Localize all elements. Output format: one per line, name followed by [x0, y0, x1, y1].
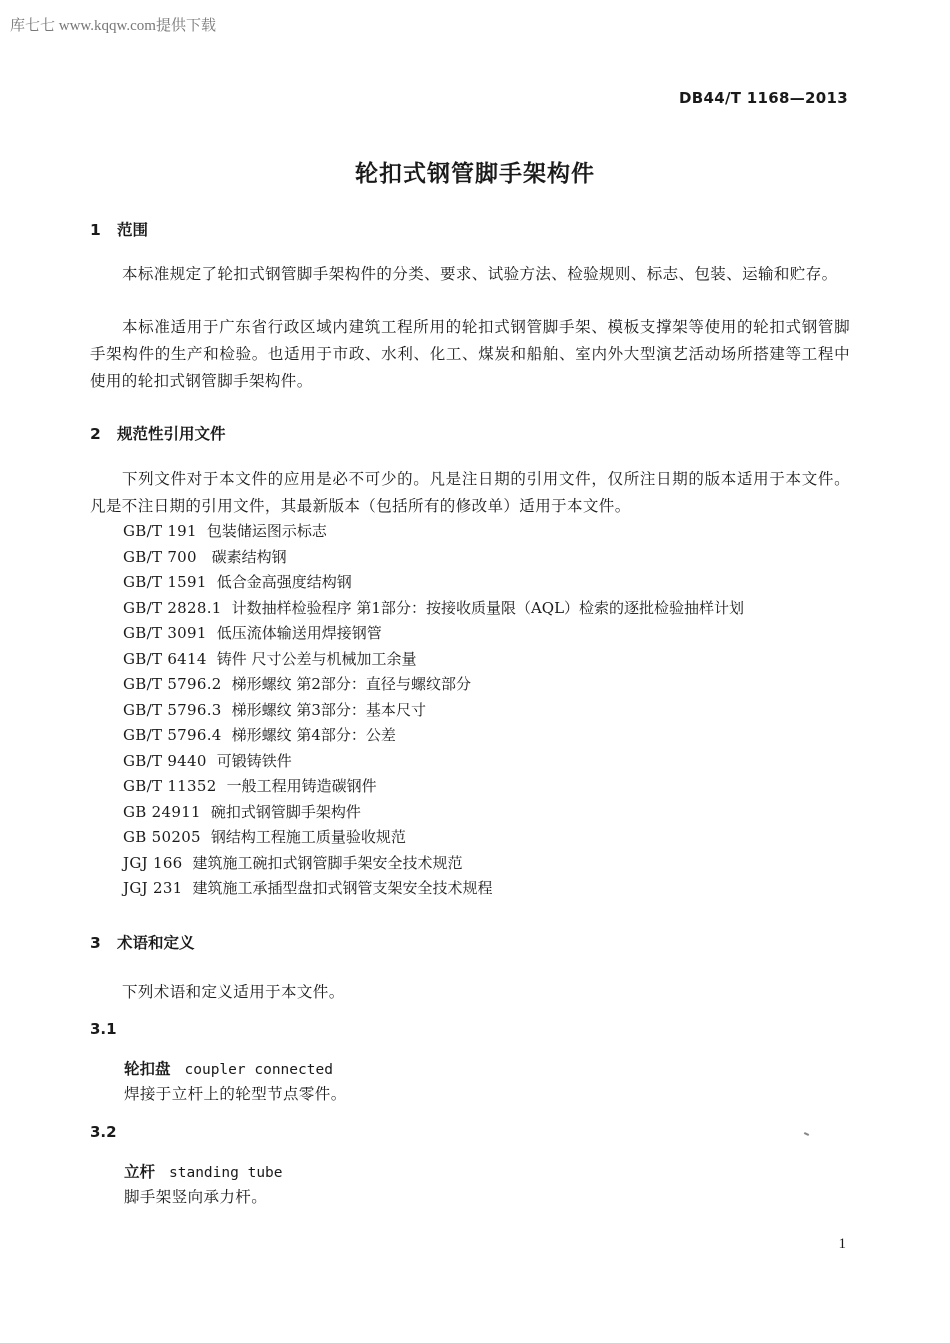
- reference-title: 低压流体输送用焊接钢管: [216, 624, 382, 642]
- reference-title: 低合金高强度结构钢: [216, 573, 352, 591]
- reference-item: [123, 570, 744, 596]
- reference-code: JGJ 166: [123, 853, 183, 872]
- reference-code: GB/T 6414: [123, 649, 207, 668]
- reference-code: GB/T 9440: [123, 751, 207, 770]
- reference-title: 梯形螺纹 第3部分：基本尺寸: [231, 700, 426, 719]
- term-definition: 焊接于立杆上的轮型节点零件。: [124, 1085, 347, 1103]
- reference-title: 计数抽样检验程序 第1部分：按接收质量限（AQL）检索的逐批检验抽样计划: [231, 598, 745, 617]
- reference-item: [123, 851, 744, 877]
- section-number: 1: [90, 221, 101, 239]
- scan-speck: [804, 1132, 809, 1136]
- section-number: 3: [90, 934, 101, 952]
- section-title: 术语和定义: [117, 934, 195, 952]
- term-heading: [124, 1160, 283, 1182]
- reference-title: 梯形螺纹 第4部分：公差: [231, 726, 396, 744]
- reference-code: GB/T 5796.2: [123, 675, 222, 693]
- section-3-heading: [90, 931, 195, 953]
- reference-item: [123, 825, 744, 851]
- reference-code: GB/T 3091: [123, 624, 207, 642]
- reference-item: [123, 672, 744, 698]
- reference-item: [123, 621, 744, 647]
- reference-item: [123, 698, 744, 724]
- section-2-heading: [90, 422, 226, 444]
- term-chinese: 立杆: [124, 1163, 156, 1181]
- reference-code: GB/T 700: [123, 547, 197, 566]
- reference-item: [123, 876, 744, 902]
- reference-item: [123, 749, 744, 775]
- reference-item: [123, 545, 744, 571]
- reference-code: GB/T 1591: [123, 573, 207, 591]
- term-number: 3.1: [90, 1020, 117, 1038]
- reference-code: GB 24911: [123, 802, 201, 821]
- reference-title: 一般工程用铸造碳钢件: [226, 777, 377, 795]
- reference-item: [123, 647, 744, 673]
- reference-item: [123, 596, 744, 622]
- reference-list: [123, 519, 744, 902]
- reference-title: 包装储运图示标志: [206, 522, 327, 540]
- watermark: 库七七 www.kqqw.com提供下载: [10, 18, 216, 34]
- section-title: 规范性引用文件: [117, 425, 226, 443]
- page-number: 1: [838, 1236, 846, 1252]
- reference-title: 铸件 尺寸公差与机械加工余量: [216, 649, 417, 668]
- reference-title: 建筑施工碗扣式钢管脚手架安全技术规范: [192, 853, 463, 872]
- section-1-heading: [90, 218, 148, 240]
- term-chinese: 轮扣盘: [124, 1060, 171, 1078]
- reference-code: GB 50205: [123, 828, 201, 846]
- section-2-paragraph-1: 下列文件对于本文件的应用是必不可少的。凡是注日期的引用文件，仅所注日期的版本适用于本文件。凡是不注日期的引用文件，其最新版本（包括所有的修改单）适用于本文件。: [90, 470, 850, 515]
- term-number: 3.2: [90, 1123, 117, 1141]
- document-title: 轮扣式钢管脚手架构件: [355, 161, 595, 187]
- standard-code: DB44/T 1168—2013: [679, 89, 848, 107]
- section-number: 2: [90, 425, 101, 443]
- reference-code: GB/T 2828.1: [123, 598, 222, 617]
- reference-title: 建筑施工承插型盘扣式钢管支架安全技术规程: [192, 879, 493, 897]
- term-english: standing tube: [169, 1165, 283, 1181]
- reference-title: 可锻铸铁件: [216, 751, 292, 770]
- reference-title: 梯形螺纹 第2部分：直径与螺纹部分: [231, 675, 471, 693]
- reference-item: [123, 774, 744, 800]
- section-3-paragraph-1: 下列术语和定义适用于本文件。: [122, 983, 345, 1001]
- reference-title: 钢结构工程施工质量验收规范: [210, 828, 406, 846]
- term-english: coupler connected: [184, 1062, 333, 1078]
- term-heading: [124, 1057, 333, 1079]
- reference-title: 碳素结构钢: [206, 547, 287, 566]
- reference-item: [123, 800, 744, 826]
- reference-code: GB/T 191: [123, 522, 197, 540]
- reference-code: GB/T 11352: [123, 777, 217, 795]
- reference-code: JGJ 231: [123, 879, 183, 897]
- reference-item: [123, 519, 744, 545]
- reference-code: GB/T 5796.4: [123, 726, 222, 744]
- reference-item: [123, 723, 744, 749]
- section-title: 范围: [117, 221, 149, 239]
- reference-title: 碗扣式钢管脚手架构件: [210, 802, 361, 821]
- section-1-paragraph-1: 本标准规定了轮扣式钢管脚手架构件的分类、要求、试验方法、检验规则、标志、包装、运输和贮存。: [122, 265, 838, 283]
- reference-code: GB/T 5796.3: [123, 700, 222, 719]
- section-1-paragraph-2: 本标准适用于广东省行政区域内建筑工程所用的轮扣式钢管脚手架、模板支撑架等使用的轮扣式钢管脚手架构件的生产和检验。也适用于市政、水利、化工、煤炭和船舶、室内外大型演艺活动场所搭建等工程中使用的轮扣式钢管脚手架构件。: [90, 318, 850, 390]
- term-definition: 脚手架竖向承力杆。: [124, 1188, 268, 1206]
